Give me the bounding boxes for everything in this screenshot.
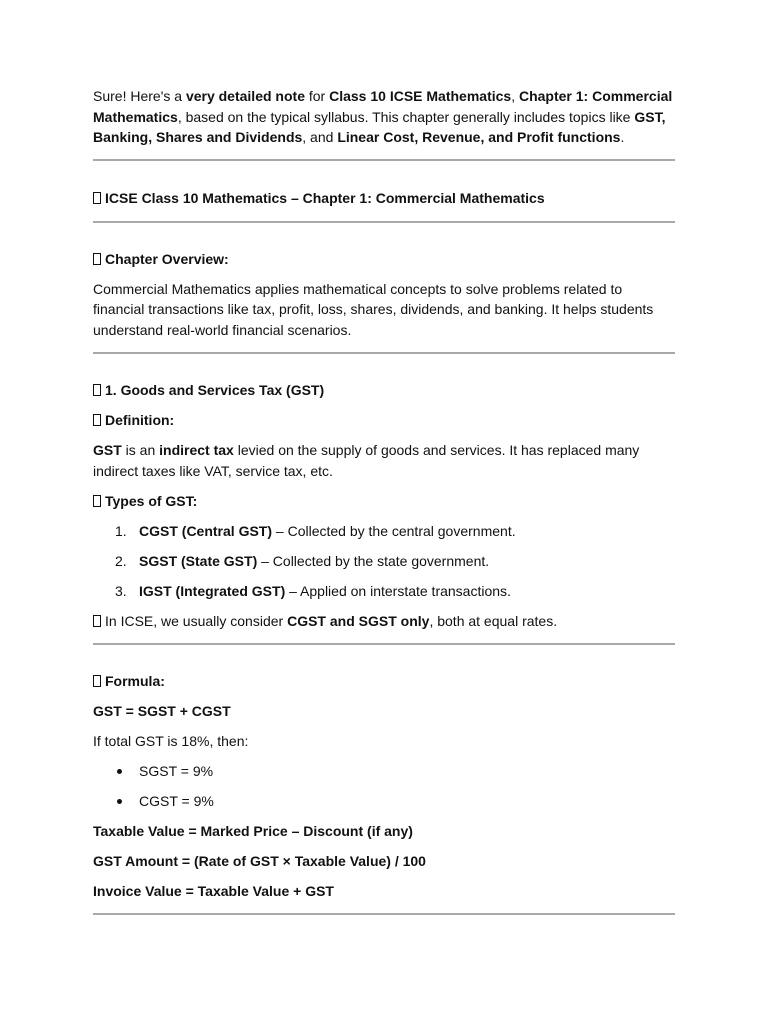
list-item (93, 551, 675, 571)
list-number: 3. (115, 583, 127, 599)
intro-paragraph (93, 86, 675, 148)
def-bold-2: indirect tax (159, 442, 234, 458)
document-title (93, 188, 675, 208)
divider (93, 643, 675, 645)
list-item (93, 581, 675, 601)
formula-heading-text: Formula: (105, 673, 165, 689)
list-item (93, 791, 675, 811)
intro-bold-1: very detailed note (185, 88, 305, 104)
split-text: CGST = 9% (139, 793, 214, 809)
gst-rate-text: If total GST is 18%, then: (93, 733, 249, 749)
overview-heading-text: Chapter Overview: (105, 250, 229, 267)
divider (93, 913, 675, 915)
intro-text-3: , (511, 88, 519, 104)
gst-heading (93, 380, 675, 400)
definition-heading-text: Definition: (105, 412, 175, 428)
definition-paragraph (93, 440, 675, 481)
divider (93, 352, 675, 354)
icse-note (93, 611, 675, 631)
bullet-icon (117, 799, 122, 804)
note-text-1: In ICSE, we usually consider (105, 613, 288, 629)
def-text-1: is an (121, 442, 160, 458)
split-text: SGST = 9% (139, 763, 214, 779)
gst-amount-formula: GST Amount = (Rate of GST × Taxable Value) / 100 (93, 853, 426, 869)
types-heading (93, 491, 675, 511)
divider (93, 221, 675, 223)
document-title-text: ICSE Class 10 Mathematics – Chapter 1: Commercial Mathematics (105, 189, 545, 206)
intro-text-6: . (620, 129, 625, 145)
list-item (93, 761, 675, 781)
section-icon (93, 384, 101, 396)
type-description: – Collected by the state government. (257, 553, 490, 569)
intro-text-5: , and (302, 129, 338, 145)
intro-text-1: Sure! Here's a (93, 88, 186, 104)
gst-split-list (93, 761, 675, 811)
overview-paragraph: Commercial Mathematics applies mathematical concepts to solve problems related to financial transactions like tax, profit, loss, shares, dividends, and banking. It helps students understand real-world financial scenarios. (93, 280, 654, 338)
divider (93, 159, 675, 161)
intro-bold-4: GST, Banking, Shares and Dividends (93, 108, 666, 145)
gst-heading-text: 1. Goods and Services Tax (GST) (105, 382, 325, 398)
list-number: 2. (115, 553, 127, 569)
def-bold-1: GST (93, 442, 122, 458)
definition-icon (93, 414, 101, 426)
definition-heading (93, 410, 675, 430)
type-name: IGST (Integrated GST) (139, 583, 286, 599)
note-bold-1: CGST and SGST only (287, 613, 430, 629)
type-description: – Applied on interstate transactions. (285, 583, 511, 599)
document-content (93, 86, 675, 915)
book-icon (93, 192, 101, 204)
list-item (93, 521, 675, 541)
intro-bold-2: Class 10 ICSE Mathematics (329, 88, 512, 104)
types-heading-text: Types of GST: (105, 493, 198, 509)
note-icon (93, 615, 101, 627)
types-icon (93, 495, 101, 507)
type-name: CGST (Central GST) (139, 523, 273, 539)
list-number: 1. (115, 523, 127, 539)
intro-bold-3: Chapter 1: Commercial Mathematics (93, 88, 673, 125)
formula-icon (93, 675, 101, 687)
gst-types-list (93, 521, 675, 601)
taxable-value-formula: Taxable Value = Marked Price – Discount (if any) (93, 823, 413, 839)
type-description: – Collected by the central government. (272, 523, 516, 539)
gst-formula: GST = SGST + CGST (93, 703, 231, 719)
intro-text-2: for (304, 88, 330, 104)
intro-text-4: , based on the typical syllabus. This chapter generally includes topics like (177, 108, 635, 125)
note-text-2: , both at equal rates. (429, 613, 558, 629)
type-name: SGST (State GST) (139, 553, 258, 569)
overview-heading (93, 249, 675, 269)
formula-heading (93, 671, 675, 691)
intro-bold-5: Linear Cost, Revenue, and Profit functions (337, 129, 621, 145)
invoice-value-formula: Invoice Value = Taxable Value + GST (93, 883, 334, 899)
bullet-icon (117, 769, 122, 774)
def-text-2: levied on the supply of goods and services. It has replaced many indirect taxes like VAT, service tax, etc. (93, 442, 640, 479)
pin-icon (93, 253, 101, 265)
